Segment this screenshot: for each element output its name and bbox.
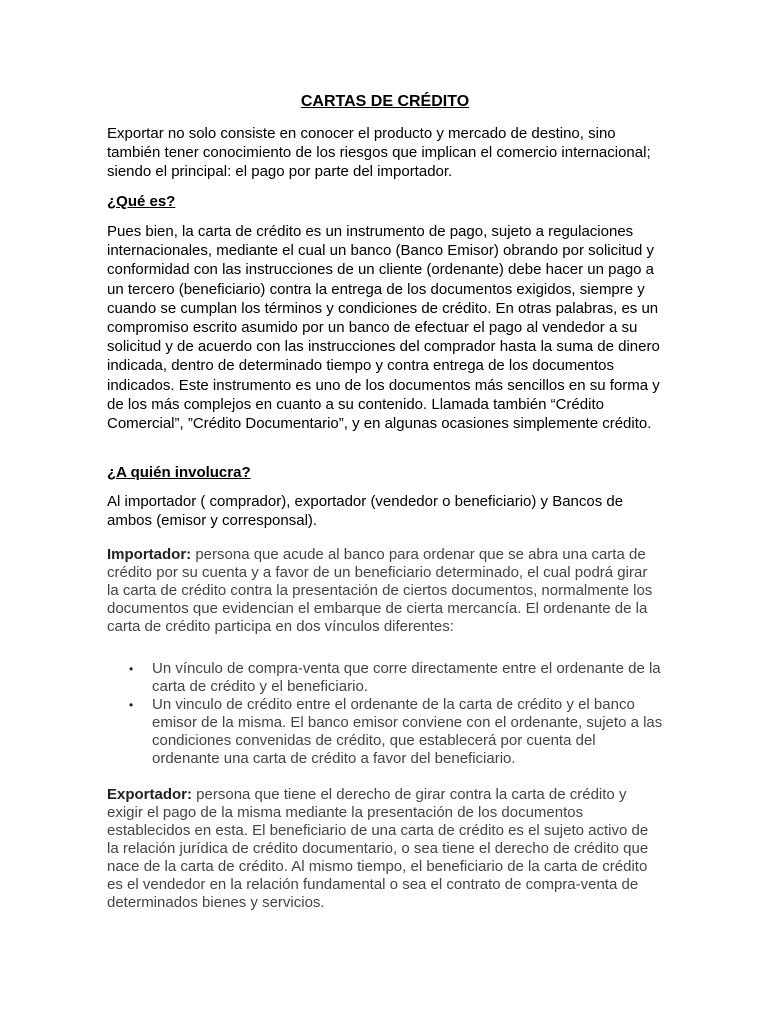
exportador-label: Exportador: [107, 786, 193, 803]
list-item-text: Un vinculo de crédito entre el ordenante de la carta de crédito y el banco emisor de la misma. El banco emisor conviene con el ordenante, sujeto a las condiciones convenidas de crédito, que establecerá por cuenta del ordenante una carta de crédito a favor del beneficiario. [152, 696, 663, 767]
exportador-text: persona que tiene el derecho de girar contra la carta de crédito y exigir el pago de la misma mediante la presentación de los documentos establecidos en esta. El beneficiario de una carta de crédito es el sujeto activo de la relación jurídica de crédito documentario, o sea tiene el derecho de crédito que nace de la carta de crédito. Al mismo tiempo, el beneficiario de la carta de crédito es el vendedor en la relación fundamental o sea el contrato de compra-venta de determinados bienes y servicios. [107, 786, 649, 911]
section-heading-que-es: ¿Qué es? [107, 193, 176, 210]
section-body-que-es: Pues bien, la carta de crédito es un instrumento de pago, sujeto a regulaciones internacionales, mediante el cual un banco (Banco Emisor) obrando por solicitud y conformidad con las instrucciones de un cliente (ordenante) debe hacer un pago a un tercero (beneficiario) contra la entrega de los documentos exigidos, siempre y cuando se cumplan los términos y condiciones de crédito. En otras palabras, es un compromiso escrito asumido por un banco de efectuar el pago al vendedor a su solicitud y de acuerdo con las instrucciones del comprador hasta la suma de dinero indicada, dentro de determinado tiempo y contra entrega de los documentos indicados. Este instrumento es uno de los documentos más sencillos en su forma y de los más complejos en cuanto a su contenido. Llamada también “Crédito Comercial”, ”Crédito Documentario”, y en algunas ocasiones simplemente crédito. [107, 223, 660, 433]
intro-paragraph: Exportar no solo consiste en conocer el producto y mercado de destino, sino también tener conocimiento de los riesgos que implican el comercio internacional; siendo el principal: el pago por parte del importador. [107, 125, 651, 181]
bullet-icon: • [129, 662, 134, 676]
importador-label: Importador: [107, 546, 192, 563]
section-heading-a-quien-involucra: ¿A quién involucra? [107, 464, 251, 481]
document-title: CARTAS DE CRÉDITO [300, 93, 470, 110]
list-item-text: Un vínculo de compra-venta que corre directamente entre el ordenante de la carta de crédito y el beneficiario. [152, 660, 661, 695]
importador-bullet-list [107, 660, 663, 768]
exportador-paragraph [107, 786, 663, 912]
importador-paragraph [107, 546, 663, 636]
section-body-a-quien-involucra: Al importador ( comprador), exportador (vendedor o beneficiario) y Bancos de ambos (emisor y corresponsal). [107, 493, 624, 530]
importador-text: persona que acude al banco para ordenar que se abra una carta de crédito por su cuenta y a favor de un beneficiario determinado, el cual podrá girar la carta de crédito contra la presentación de ciertos documentos, normalmente los documentos que evidencian el embarque de cierta mercancía. El ordenante de la carta de crédito participa en dos vínculos diferentes: [107, 546, 653, 635]
list-item [107, 696, 663, 768]
bullet-icon: • [129, 698, 134, 712]
list-item [107, 660, 663, 696]
